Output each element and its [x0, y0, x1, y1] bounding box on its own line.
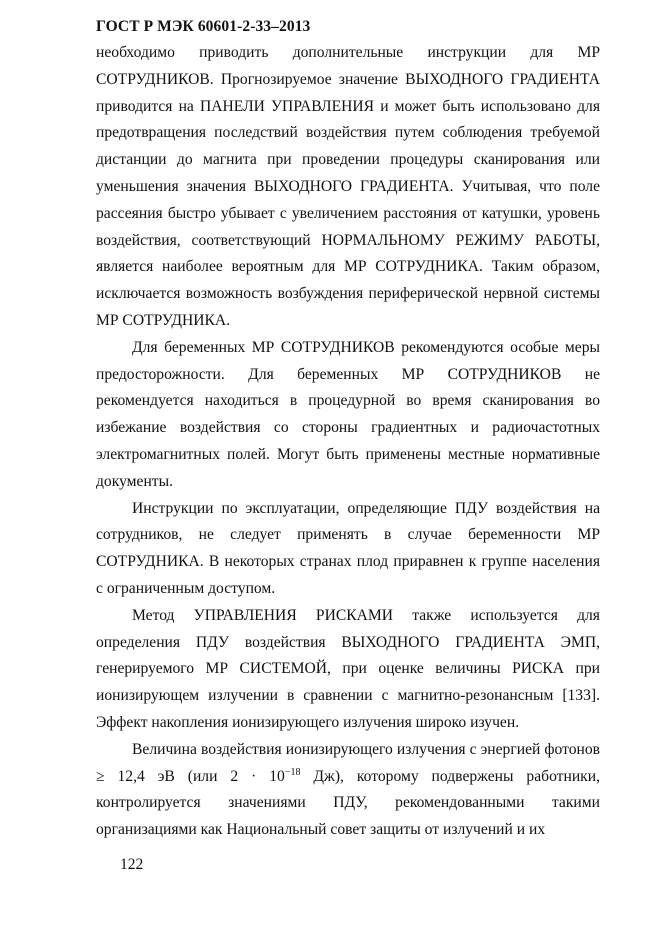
exponent: −18	[284, 766, 301, 778]
document-header: ГОСТ Р МЭК 60601-2-33–2013	[96, 18, 311, 35]
paragraph-text-part2: Дж), которому подвержены работники, контролируется значениями ПДУ, рекомендованными такими организациями как Национальный совет защиты от излучений и их	[96, 767, 600, 839]
paragraph-pregnant-staff: Для беременных МР СОТРУДНИКОВ рекомендуются особые меры предосторожности. Для беременных МР СОТРУДНИКОВ не рекомендуется находиться в процедурной во время сканирования во избежание воздействия со стороны градиентных и радиочастотных электромагнитных полей. Могут быть применены местные нормативные документы.	[96, 338, 600, 490]
page-number: 122	[120, 856, 144, 873]
paragraph-text-part1: Величина воздействия ионизирующего излучения с энергией фотонов ≥ 12,4 эВ (или 2 · 10	[96, 740, 600, 785]
paragraph-continuation: необходимо приводить дополнительные инструкции для МР СОТРУДНИКОВ. Прогнозируемое значение ВЫХОДНОГО ГРАДИЕНТА приводится на ПАНЕЛИ УПРАВЛЕНИЯ и может быть использовано для предотвращения последствий воздействия путем соблюдения требуемой дистанции до магнита при проведении процедуры сканирования или уменьшения значения ВЫХОДНОГО ГРАДИЕНТА. Учитывая, что поле рассеяния быстро убывает с увеличением расстояния от катушки, уровень воздействия, соответствующий НОРМАЛЬНОМУ РЕЖИМУ РАБОТЫ, является наиболее вероятным для МР СОТРУДНИКА. Таким образом, исключается возможность возбуждения периферической нервной системы МР СОТРУДНИКА.	[96, 44, 600, 329]
paragraph-risk-management: Метод УПРАВЛЕНИЯ РИСКАМИ также используется для определения ПДУ воздействия ВЫХОДНОГО ГРАДИЕНТА ЭМП, генерируемого МР СИСТЕМОЙ, при оценке величины РИСКА при ионизирующем излучении в сравнении с магнитно-резонансным [133]. Эффект накопления ионизирующего излучения широко изучен.	[96, 606, 600, 731]
paragraph-ionizing-radiation	[96, 737, 600, 844]
paragraph-instructions: Инструкции по эксплуатации, определяющие ПДУ воздействия на сотрудников, не следует применять в случае беременности МР СОТРУДНИКА. В некоторых странах плод приравнен к группе населения с ограниченным доступом.	[96, 499, 600, 597]
document-body	[96, 40, 600, 844]
